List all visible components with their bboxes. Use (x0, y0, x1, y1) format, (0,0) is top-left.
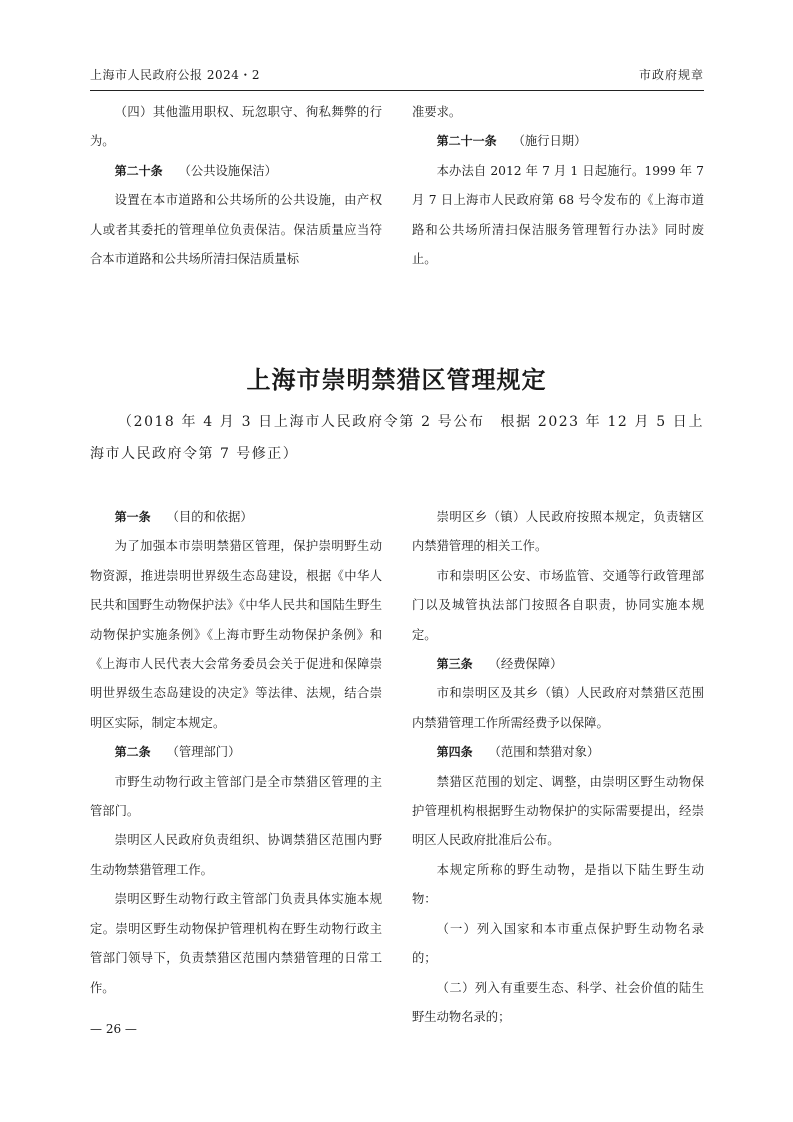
header-rule (90, 90, 704, 91)
article-label: 第二条 (114, 745, 151, 760)
article-label: 第四条 (436, 745, 473, 760)
article-title: （范围和禁猎对象） (488, 745, 600, 760)
article-title: （经费保障） (488, 657, 563, 672)
section-name: 市政府规章 (638, 68, 704, 82)
paragraph: 设置在本市道路和公共场所的公共设施，由产权人或者其委托的管理单位负责保洁。保洁质量应当符合本市道路和公共场所清扫保洁质量标 (90, 193, 382, 267)
article-heading (412, 650, 704, 679)
list-item: （一）列入国家和本市重点保护野生动物名录的； (412, 921, 704, 966)
article-label: 第三条 (436, 657, 473, 672)
article-heading (90, 157, 382, 186)
paragraph: 崇明区野生动物行政主管部门负责具体实施本规定。崇明区野生动物保护管理机构在野生动物行政主管部门领导下，负责禁猎区范围内禁猎管理的日常工作。 (90, 892, 382, 995)
article-label: 第二十条 (114, 163, 163, 178)
article-title: （目的和依据） (166, 510, 253, 524)
paragraph: 市和崇明区及其乡（镇）人民政府对禁猎区范围内禁猎管理工作所需经费予以保障。 (412, 686, 704, 730)
page-header (90, 66, 704, 88)
paragraph: 禁猎区范围的划定、调整，由崇明区野生动物保护管理机构根据野生动物保护的实际需要提出，经崇明区人民政府批准后公布。 (412, 774, 704, 848)
paragraph: 崇明区乡（镇）人民政府按照本规定，负责辖区内禁猎管理的相关工作。 (412, 510, 704, 554)
paragraph: 本规定所称的野生动物，是指以下陆生野生动物： (412, 862, 704, 907)
article-heading (90, 503, 382, 532)
page-number: — 26 — (90, 1022, 137, 1036)
paragraph: 崇明区人民政府负责组织、协调禁猎区范围内野生动物禁猎管理工作。 (90, 833, 382, 877)
paragraph: 市和崇明区公安、市场监管、交通等行政管理部门以及城管执法部门按照各自职责，协同实施本规定。 (412, 568, 704, 642)
paragraph: 市野生动物行政主管部门是全市禁猎区管理的主管部门。 (90, 774, 382, 819)
top-left-column (90, 98, 382, 274)
article-heading (412, 738, 704, 767)
paragraph: 为了加强本市崇明禁猎区管理，保护崇明野生动物资源，推进崇明世界级生态岛建设，根据《中华人民共和国野生动物保护法》《中华人民共和国陆生野生动物保护实施条例》《上海市野生动物保护条例》和《上海市人民代表大会常务委员会关于促进和保障崇明世界级生态岛建设的决定》等法律、法规，结合崇明区实际，制定本规定。 (90, 539, 382, 730)
paragraph: 准要求。 (412, 105, 462, 119)
article-heading (90, 738, 382, 767)
list-item: （二）列入有重要生态、科学、社会价值的陆生野生动物名录的； (412, 980, 704, 1024)
journal-name: 上海市人民政府公报 2024・2 (90, 68, 260, 82)
article-label: 第一条 (114, 510, 151, 524)
body-right-column (412, 503, 704, 1032)
article-label: 第二十一条 (436, 134, 497, 149)
top-right-column (412, 98, 704, 274)
article-heading (412, 127, 704, 156)
article-title: （管理部门） (166, 745, 241, 760)
paragraph: （四）其他滥用职权、玩忽职守、徇私舞弊的行为。 (90, 105, 382, 149)
document-title: 上海市崇明禁猎区管理规定 (246, 365, 547, 394)
article-title: （施行日期） (512, 134, 587, 149)
document-subtitle: （2018 年 4 月 3 日上海市人民政府令第 2 号公布 根据 2023 年 12 月 5 日上海市人民政府令第 7 号修正） (90, 414, 704, 462)
paragraph: 本办法自 2012 年 7 月 1 日起施行。1999 年 7 月 7 日上海市人民政府第 68 号令发布的《上海市道路和公共场所清扫保洁服务管理暂行办法》同时废止。 (412, 163, 704, 267)
article-title: （公共设施保洁） (178, 163, 277, 178)
body-left-column (90, 503, 382, 1003)
